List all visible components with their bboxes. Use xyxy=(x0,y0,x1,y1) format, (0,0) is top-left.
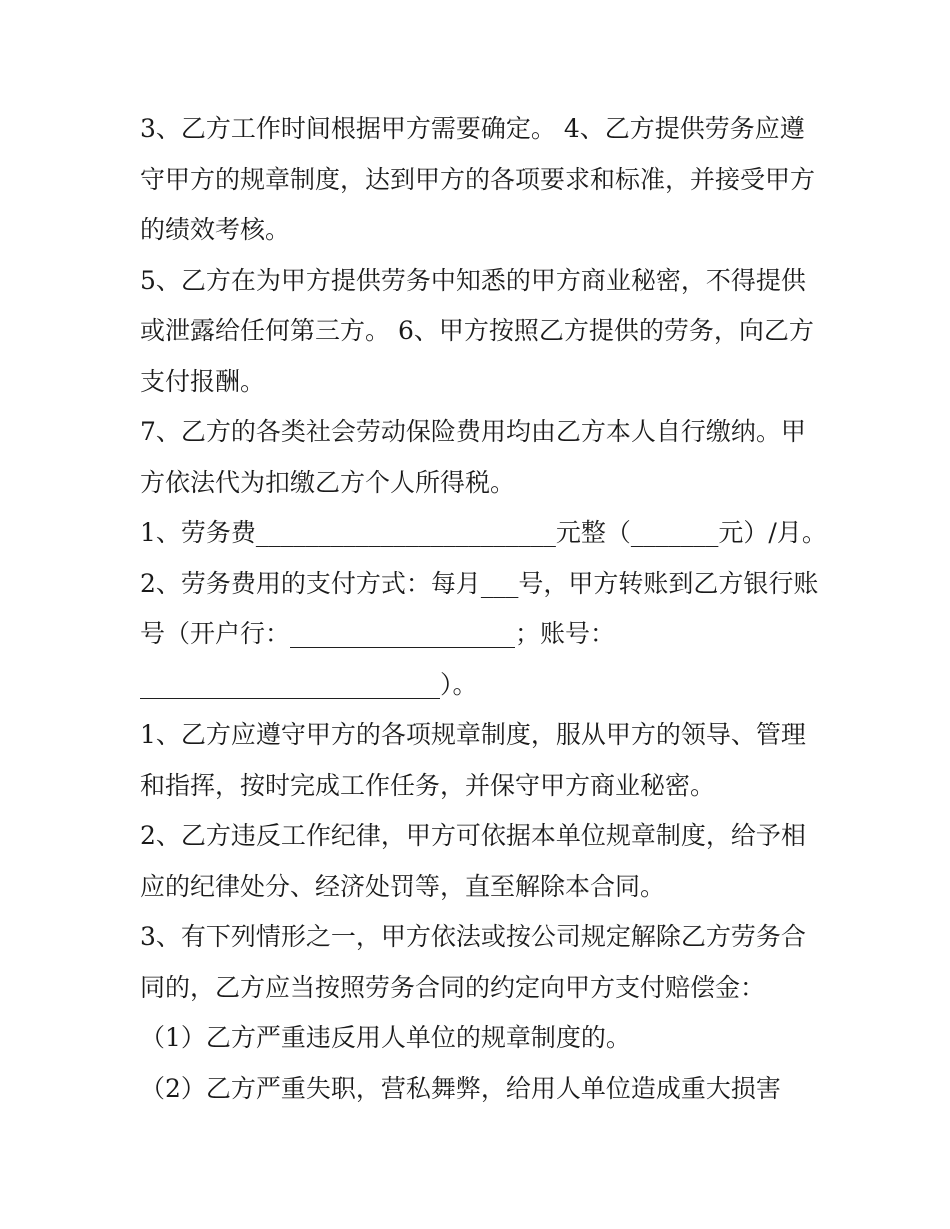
text-line: 3、乙方工作时间根据甲方需要确定。 4、乙方提供劳务应遵 xyxy=(140,114,805,143)
text-line: （2）乙方严重失职，营私舞弊，给用人单位造成重大损害 xyxy=(140,1073,781,1103)
text-line: 2、劳务费用的支付方式：每月___号，甲方转账到乙方银行账 xyxy=(140,568,819,598)
document-body xyxy=(140,104,827,1114)
text-line: 支付报酬。 xyxy=(140,366,266,396)
text-line: 号（开户行：__________________；账号： xyxy=(140,619,616,648)
text-line: 3、有下列情形之一，甲方依法或按公司规定解除乙方劳务合 xyxy=(140,922,806,951)
text-line: 5、乙方在为甲方提供劳务中知悉的甲方商业秘密，不得提供 xyxy=(140,265,806,295)
text-line: 和指挥，按时完成工作任务，并保守甲方商业秘密。 xyxy=(140,770,716,800)
text-line: 2、乙方违反工作纪律，甲方可依据本单位规章制度，给予相 xyxy=(140,821,806,850)
text-line: ________________________）。 xyxy=(140,669,478,699)
text-line: 守甲方的规章制度，达到甲方的各项要求和标准，并接受甲方 xyxy=(140,164,816,194)
text-line: （1）乙方严重违反用人单位的规章制度的。 xyxy=(140,1023,631,1052)
text-line: 的绩效考核。 xyxy=(140,215,291,244)
text-line: 应的纪律处分、经济处罚等，直至解除本合同。 xyxy=(140,871,666,901)
text-line: 同的，乙方应当按照劳务合同的约定向甲方支付赔偿金： xyxy=(140,972,766,1002)
text-line: 1、乙方应遵守甲方的各项规章制度，服从甲方的领导、管理 xyxy=(140,720,806,749)
text-line: 1、劳务费________________________元整（_______元）/月。 xyxy=(140,518,827,547)
text-line: 7、乙方的各类社会劳动保险费用均由乙方本人自行缴纳。甲 xyxy=(140,417,806,446)
text-line: 方依法代为扣缴乙方个人所得税。 xyxy=(140,467,516,497)
text-line: 或泄露给任何第三方。 6、甲方按照乙方提供的劳务，向乙方 xyxy=(140,316,814,345)
